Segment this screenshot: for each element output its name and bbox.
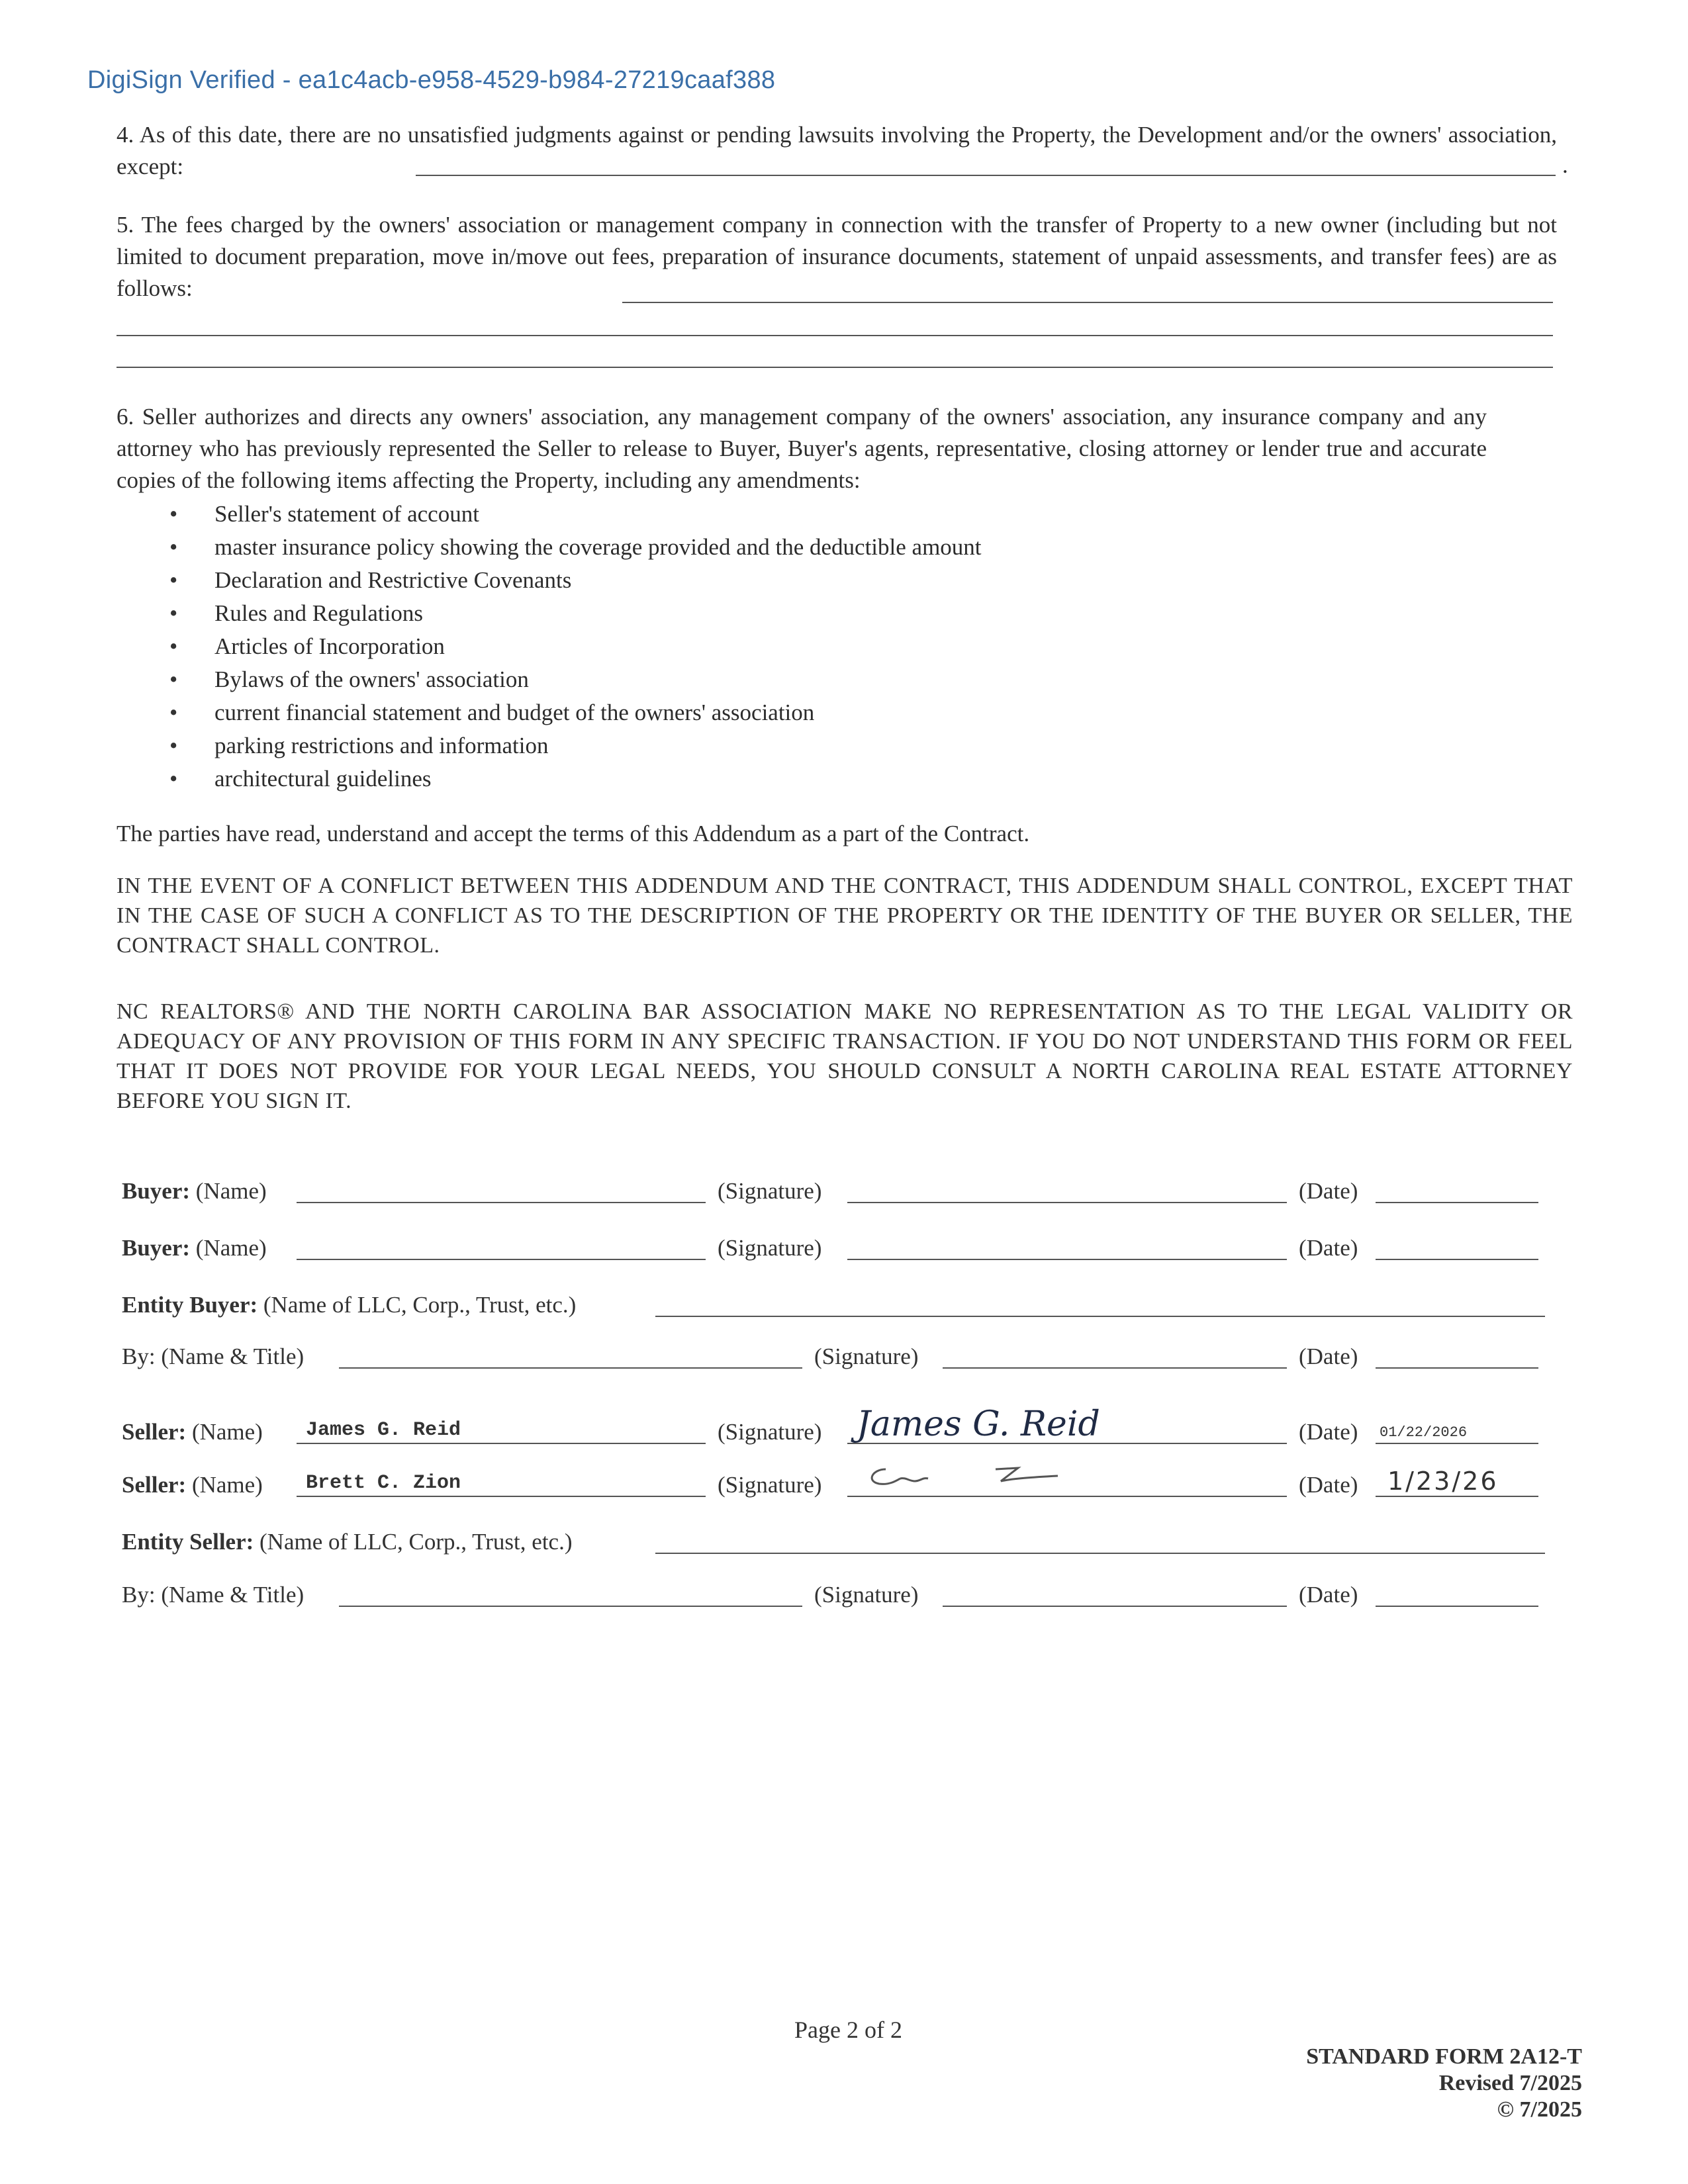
entity-buyer-label: Entity Buyer: (Name of LLC, Corp., Trust, etc.) [122,1292,577,1318]
signature-label: (Signature) [718,1178,822,1204]
signature-label: (Signature) [718,1419,822,1445]
seller-signature-value: James G. Reid [857,1404,1100,1444]
seller-signature-field[interactable] [847,1472,1287,1497]
list-item: • current financial statement and budget of the owners' association [159,696,982,729]
signature-label: (Signature) [814,1582,919,1608]
buyer-name-field[interactable] [297,1178,706,1203]
form-name: STANDARD FORM 2A12-T [1306,2044,1582,2069]
date-label: (Date) [1299,1582,1358,1608]
seller-name-value: Brett C. Zion [306,1472,461,1494]
entity-seller-label: Entity Seller: (Name of LLC, Corp., Trust, etc.) [122,1529,573,1555]
section-6-text: 6. Seller authorizes and directs any owners' association, any management company of the owners' association, any insurance company and any attorney who has previously represented the Seller to release to Buyer, Buyer's agents, representative, closing attorney or lender true and accurate copies of the following items affecting the Property, including any amendments: [117,404,1487,493]
seller-date-field[interactable] [1376,1467,1538,1497]
by-name-title-label: By: (Name & Title) [122,1582,305,1608]
buyer-date-field[interactable] [1376,1178,1538,1203]
entity-seller-name-field[interactable] [655,1529,1545,1554]
section-4-period: . [1562,152,1568,178]
entity-buyer-name-field[interactable] [655,1292,1545,1317]
by-date-field[interactable] [1376,1582,1538,1607]
buyer-label: Buyer: (Name) [122,1235,267,1261]
form-copyright: © 7/2025 [1497,2097,1582,2122]
date-label: (Date) [1299,1235,1358,1261]
signature-label: (Signature) [718,1472,822,1498]
form-revised: Revised 7/2025 [1438,2071,1582,2095]
seller-label: Seller: (Name) [122,1472,263,1498]
form-identifier [1306,2044,1582,2123]
buyer-date-field[interactable] [1376,1235,1538,1260]
list-item: • Bylaws of the owners' association [159,663,982,696]
handwritten-signature-icon [859,1455,1084,1494]
by-signature-field[interactable] [943,1343,1287,1369]
list-item: • Articles of Incorporation [159,630,982,663]
buyer-row-2 [0,1235,1688,1268]
section-6 [117,401,1487,496]
section-5-blank-2[interactable] [117,322,1553,336]
list-item: • Seller's statement of account [159,498,982,531]
signature-label: (Signature) [814,1343,919,1369]
date-label: (Date) [1299,1343,1358,1369]
buyer-signature-field[interactable] [847,1178,1287,1203]
seller-label: Seller: (Name) [122,1419,263,1445]
entity-seller-by-row [0,1582,1688,1615]
by-name-title-field[interactable] [339,1343,802,1369]
list-item: • master insurance policy showing the coverage provided and the deductible amount [159,531,982,564]
seller-date-field[interactable] [1376,1419,1538,1444]
buyer-row-1 [0,1178,1688,1211]
section-4-text: 4. As of this date, there are no unsatisfied judgments against or pending lawsuits involving the Property, the Development and/or the owners' association, except: [117,122,1557,179]
conflict-clause: IN THE EVENT OF A CONFLICT BETWEEN THIS ADDENDUM AND THE CONTRACT, THIS ADDENDUM SHALL CONTROL, EXCEPT THAT IN THE CASE OF SUCH A CONFLICT AS TO THE DESCRIPTION OF THE PROPERTY OR THE IDENTITY OF THE BUYER OR SELLER, THE CONTRACT SHALL CONTROL. [117,874,1573,958]
date-label: (Date) [1299,1419,1358,1445]
seller-row-1 [0,1404,1688,1452]
date-label: (Date) [1299,1472,1358,1498]
section-5-blank-3[interactable] [117,353,1553,368]
list-item: • Rules and Regulations [159,597,982,630]
seller-signature-field[interactable] [847,1404,1287,1444]
list-item: • parking restrictions and information [159,729,982,762]
seller-name-value: James G. Reid [306,1419,461,1441]
entity-buyer-row [0,1292,1688,1325]
section-6-item-list [159,498,982,796]
by-signature-field[interactable] [943,1582,1287,1607]
seller-name-field[interactable] [297,1419,706,1444]
digisign-verification: DigiSign Verified - ea1c4acb-e958-4529-b984-27219caaf388 [87,66,776,94]
date-label: (Date) [1299,1178,1358,1204]
entity-seller-row [0,1529,1688,1562]
seller-date-value: 1/23/26 [1387,1467,1499,1496]
by-name-title-field[interactable] [339,1582,802,1607]
list-item: • Declaration and Restrictive Covenants [159,564,982,597]
seller-row-2 [0,1467,1688,1505]
seller-name-field[interactable] [297,1472,706,1497]
list-item: • architectural guidelines [159,762,982,796]
by-date-field[interactable] [1376,1343,1538,1369]
legal-disclaimer: NC REALTORS® AND THE NORTH CAROLINA BAR ASSOCIATION MAKE NO REPRESENTATION AS TO THE LEGAL VALIDITY OR ADEQUACY OF ANY PROVISION OF THIS FORM IN ANY SPECIFIC TRANSACTION. IF YOU DO NOT UNDERSTAND THIS FORM OR FEEL THAT IT DOES NOT PROVIDE FOR YOUR LEGAL NEEDS, YOU SHOULD CONSULT A NORTH CAROLINA REAL ESTATE ATTORNEY BEFORE YOU SIGN IT. [117,999,1573,1113]
buyer-signature-field[interactable] [847,1235,1287,1260]
section-5-blank-1[interactable] [622,282,1553,303]
page-number: Page 2 of 2 [794,2017,902,2043]
entity-buyer-by-row [0,1343,1688,1377]
section-5-text: 5. The fees charged by the owners' association or management company in connection with the transfer of Property to a new owner (including but not limited to document preparation, move in/move out fees, preparation of insurance documents, statement of unpaid assessments, and transfer fees) are as follows: [117,212,1557,301]
seller-date-value: 01/22/2026 [1380,1424,1468,1441]
buyer-label: Buyer: (Name) [122,1178,267,1204]
by-name-title-label: By: (Name & Title) [122,1343,305,1369]
section-4-blank[interactable] [416,155,1556,176]
signature-label: (Signature) [718,1235,822,1261]
acceptance-statement: The parties have read, understand and accept the terms of this Addendum as a part of the Contract. [117,821,1030,846]
buyer-name-field[interactable] [297,1235,706,1260]
